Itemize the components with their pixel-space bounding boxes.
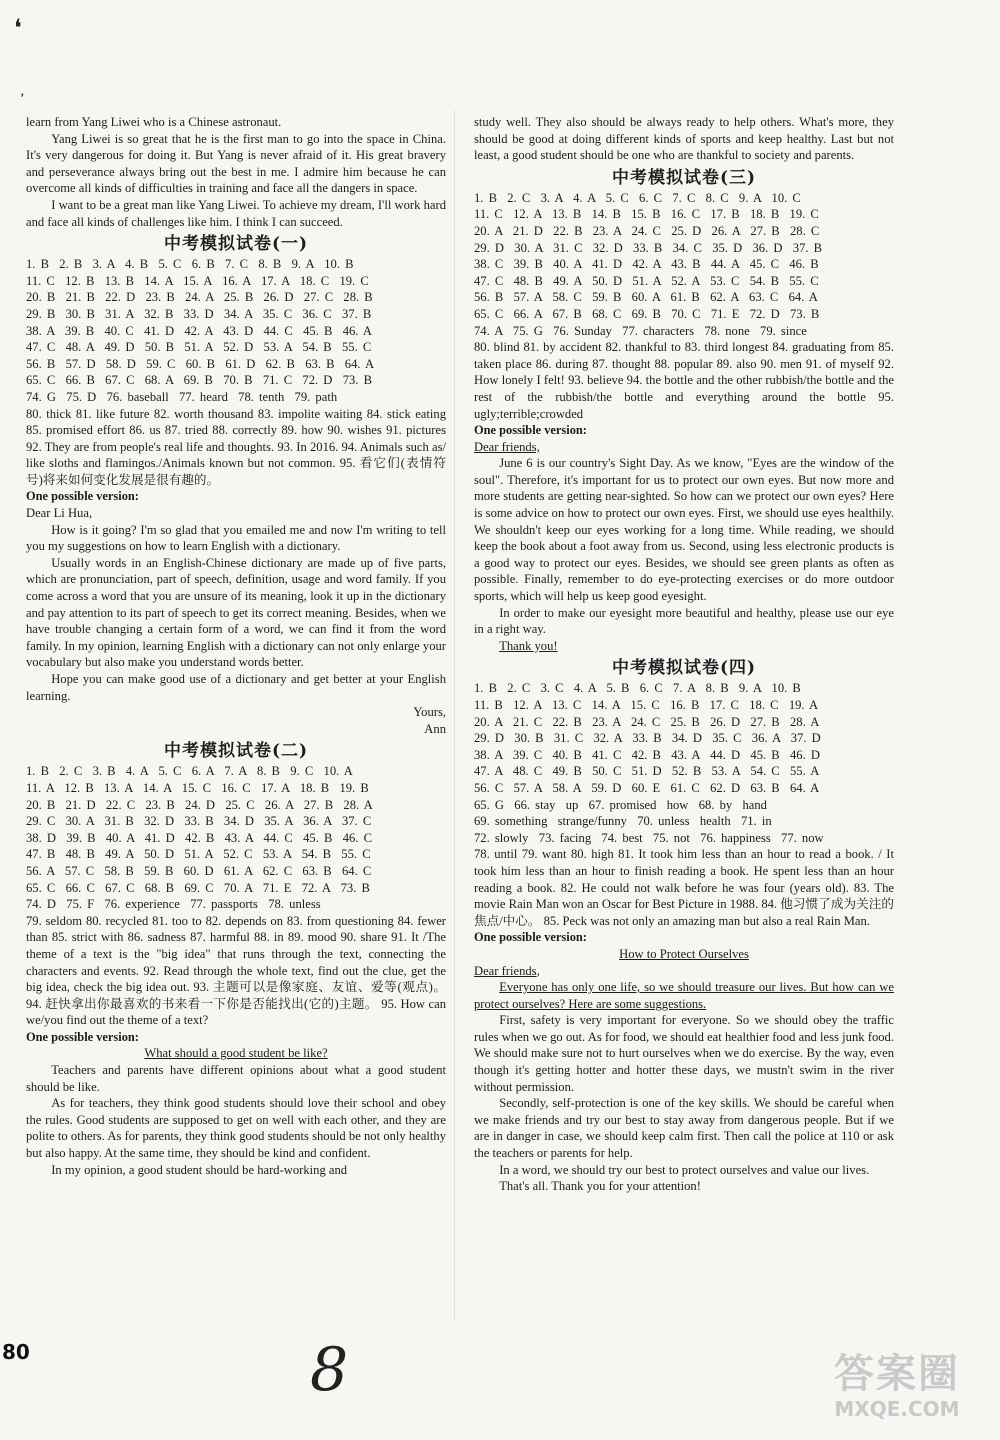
right-column <box>474 114 894 1195</box>
test1-title: 中考模拟试卷(一) <box>163 234 309 255</box>
answer-row: 20. B 21. D 22. C 23. B 24. D 25. C 26. A 27. B 28. A <box>26 797 373 812</box>
answer-row: 1. B 2. C 3. A 4. A 5. C 6. C 7. C 8. C 9. A 10. C <box>474 190 801 205</box>
test2-title: 中考模拟试卷(二) <box>163 741 309 762</box>
answer-row: 38. A 39. B 40. C 41. D 42. A 43. D 44. C 45. B 46. A <box>26 323 372 338</box>
letter-greeting: Dear Li Hua, <box>26 506 93 521</box>
version-label: One possible version: <box>474 930 587 945</box>
letter-closing: Yours, <box>413 705 446 720</box>
answer-row: 29. D 30. A 31. C 32. D 33. B 34. C 35. D 36. D 37. B <box>474 240 823 255</box>
left-column <box>26 114 446 1178</box>
answer-row: 47. A 48. C 49. B 50. C 51. D 52. B 53. A 54. C 55. A <box>474 764 820 779</box>
corner-mark: ❛ <box>14 14 22 42</box>
essay-paragraph: As for teachers, they think good students should love their school and obey the rules. Good students are supposed to get on well with each other, and they are polite to others. As for parents, they think good students should be not only healthy but also happy. At the same time, they should be kind and confident. <box>26 1096 446 1161</box>
answer-row: 56. B 57. D 58. D 59. C 60. B 61. D 62. B 63. B 64. A <box>26 356 375 371</box>
watermark-text: 答案圈 <box>834 1351 960 1397</box>
answer-row: 65. C 66. A 67. B 68. C 69. B 70. C 71. E 72. D 73. B <box>474 306 820 321</box>
answer-row: 38. D 39. B 40. A 41. D 42. B 43. A 44. C 45. B 46. C <box>26 830 372 845</box>
handwritten-number: 8 <box>310 1335 349 1405</box>
letter-paragraph: Usually words in an English-Chinese dictionary are made up of five parts, which are pronunciation, part of speech, definition, usage and word family. If you come across a word that you are unsure of its meaning, look it up in the dictionary and pay attention to its part of speech to get its correct meaning. Besides, when we have trouble changing a certain form of a word, we can find it from the word family. In my opinion, learning English with a dictionary can not only enlarge your vocabulary but also make you understand words better. <box>26 555 446 670</box>
answer-row: 11. B 12. A 13. C 14. A 15. C 16. B 17. C 18. C 19. A <box>474 698 819 712</box>
essay-title: What should a good student be like? <box>144 1046 328 1061</box>
answer-row: 29. D 30. B 31. C 32. A 33. B 34. D 35. C 36. A 37. D <box>474 731 821 746</box>
page-number: 80 <box>2 1340 30 1364</box>
letter-paragraph: In order to make our eyesight more beautiful and healthy, please use our eye in a right way. <box>474 605 894 637</box>
watermark-logo <box>812 1350 982 1434</box>
version-label: One possible version: <box>26 489 139 504</box>
speech-paragraph: Secondly, self-protection is one of the key skills. We should be careful when we make friends and try our best to stay away from dangerous people. But if we are in danger in case, we should keep calm first. Then call the police at 110 or ask the teachers or parents for help. <box>474 1096 894 1161</box>
answer-block: 80. thick 81. like future 82. worth thousand 83. impolite waiting 84. stick eating 85. promised effort 86. us 87. tried 88. correctly 89. how 90. wishes 91. pictures 92. They are from people's real life and thoughts. 93. In 2016. 94. Animals such as/ like sloths and flamingos./Animals known but not common. 95. 看它们(表情符号)将来如何变化发展是很有趣的。 <box>26 406 446 487</box>
answer-row: 29. B 30. B 31. A 32. B 33. D 34. A 35. C 36. C 37. B <box>26 306 372 321</box>
letter-paragraph: June 6 is our country's Sight Day. As we know, "Eyes are the window of the soul". Therefore, it's important for us to protect our own eyes. But now more and more students are getting near-sighted. So how can we protect our own eyes? Here is some advice on how to protect our own eyes. First, we should use eyes healthily. We shouldn't keep our eyes working for a long time. While reading, we should keep the book about a foot away from us. Second, using less electronic products is a good way to protect our eyes. Besides, we should see green plants as often as possible. Finally, remember to do eye-protecting exercises or do more outdoor sports, which will help us keep good eyesight. <box>474 456 894 604</box>
answer-row: 69. something strange/funny 70. unless health 71. in <box>474 814 772 829</box>
letter-paragraph: How is it going? I'm so glad that you emailed me and now I'm writing to tell you my suggestions on how to learn English with a dictionary. <box>26 522 446 554</box>
intro-line: learn from Yang Liwei who is a Chinese astronaut. <box>26 115 282 129</box>
answer-row: 11. C 12. B 13. B 14. A 15. A 16. A 17. A 18. C 19. C <box>26 273 369 288</box>
column-divider <box>454 110 455 1320</box>
answer-row: 74. D 75. F 76. experience 77. passports 78. unless <box>26 897 321 912</box>
carry-over-paragraph: study well. They also should be always ready to help others. What's more, they should be good at doing different kinds of sports and keep healthy. Last but not least, a good student should be one who are thankful to society and parents. <box>474 115 894 163</box>
test4-title: 中考模拟试卷(四) <box>611 658 757 679</box>
answer-row: 29. C 30. A 31. B 32. D 33. B 34. D 35. A 36. A 37. C <box>26 814 372 829</box>
answer-row: 38. C 39. B 40. A 41. D 42. A 43. B 44. A 45. C 46. B <box>474 257 819 272</box>
answer-row: 20. A 21. C 22. B 23. A 24. C 25. B 26. D 27. B 28. A <box>474 714 820 729</box>
corner-tick: ’ <box>20 92 25 108</box>
version-label: One possible version: <box>26 1029 139 1044</box>
answer-row: 56. B 57. A 58. C 59. B 60. A 61. B 62. A 63. C 64. A <box>474 290 818 305</box>
answer-row: 65. C 66. B 67. C 68. A 69. B 70. B 71. C 72. D 73. B <box>26 373 372 388</box>
answer-row: 20. A 21. D 22. B 23. A 24. C 25. D 26. A 27. B 28. C <box>474 223 820 238</box>
answer-row: 65. G 66. stay up 67. promised how 68. by hand <box>474 797 767 812</box>
essay-paragraph: In my opinion, a good student should be hard-working and <box>51 1162 348 1177</box>
speech-title: How to Protect Ourselves <box>619 946 749 961</box>
answer-row: 20. B 21. B 22. D 23. B 24. A 25. B 26. D 27. C 28. B <box>26 290 373 305</box>
speech-paragraph: In a word, we should try our best to protect ourselves and value our lives. <box>499 1162 870 1177</box>
answer-row: 47. C 48. B 49. A 50. D 51. A 52. A 53. C 54. B 55. C <box>474 273 819 288</box>
answer-row: 1. B 2. C 3. B 4. A 5. C 6. A 7. A 8. B 9. C 10. A <box>26 764 353 779</box>
intro-paragraph: I want to be a great man like Yang Liwei. To achieve my dream, I'll work hard and face all kinds of challenges like him. I think I can succeed. <box>26 197 446 229</box>
answer-row: 11. A 12. B 13. A 14. A 15. C 16. C 17. A 18. B 19. B <box>26 780 369 795</box>
intro-paragraph: Yang Liwei is so great that he is the first man to go into the space in China. It's very dangerous for doing it. But Yang is never afraid of it. His great bravery and perseverance always bring out the best in me. I admire him because he can overcome all kinds of difficulties in training and face all the dangers in space. <box>26 131 446 196</box>
speech-greeting: Dear friends, <box>474 963 540 978</box>
answer-row: 56. A 57. C 58. B 59. B 60. D 61. A 62. C 63. B 64. C <box>26 863 372 878</box>
version-label: One possible version: <box>474 423 587 438</box>
letter-signature: Ann <box>424 721 446 736</box>
letter-closing: Thank you! <box>499 638 558 653</box>
speech-paragraph: First, safety is very important for everyone. So we should obey the traffic rules when we go out. As for food, we should eat healthier food and less junk food. We should make sure not to hurt ourselves when we do exercise. By the way, even though it's getting hotter and hotter these days, we mustn't swim in the river without permission. <box>474 1013 894 1094</box>
speech-closing: That's all. Thank you for your attention! <box>499 1179 701 1194</box>
speech-paragraph: Everyone has only one life, so we should treasure our lives. But how can we protect ourselves? Here are some suggestions. <box>474 980 894 1011</box>
test3-title: 中考模拟试卷(三) <box>611 167 757 188</box>
answer-row: 11. C 12. A 13. B 14. B 15. B 16. C 17. B 18. B 19. C <box>474 207 819 222</box>
answer-row: 65. C 66. C 67. C 68. B 69. C 70. A 71. E 72. A 73. B <box>26 880 370 895</box>
watermark-url: MXQE.COM <box>834 1397 960 1421</box>
answer-row: 1. B 2. B 3. A 4. B 5. C 6. B 7. C 8. B 9. A 10. B <box>26 257 354 272</box>
answer-block: 80. blind 81. by accident 82. thankful to 83. third longest 84. graduating from 85. taken place 86. during 87. thought 88. popular 89. also 90. men 91. of myself 92. How lonely I felt! 93. believe 94. the bottle and the other rubbish/the bottle and the rest of the rubbish/the bottle and everything around the bottle 95. ugly;terrible;crowded <box>474 340 894 421</box>
answer-row: 47. C 48. A 49. D 50. B 51. A 52. D 53. A 54. B 55. C <box>26 340 372 355</box>
answer-row: 1. B 2. C 3. C 4. A 5. B 6. C 7. A 8. B 9. A 10. B <box>474 681 801 696</box>
answer-row: 56. C 57. A 58. A 59. D 60. E 61. C 62. D 63. B 64. A <box>474 780 820 795</box>
answer-block: 78. until 79. want 80. high 81. It took him less than an hour to read a book. / It took him less than an hour to finish reading a book. He spent less than an hour reading a book. 82. He could not walk before he was four (years old). 83. The movie Rain Man won an Oscar for Best Picture in 1988. 84. 他习惯了成为关注的焦点/中心。 85. Peck was not only an amazing man but also a real Rain Man. <box>474 847 894 928</box>
essay-paragraph: Teachers and parents have different opinions about what a good student should be like. <box>26 1063 446 1094</box>
answer-row: 72. slowly 73. facing 74. best 75. not 76. happiness 77. now <box>474 830 824 845</box>
letter-greeting: Dear friends, <box>474 439 540 454</box>
answer-row: 47. B 48. B 49. A 50. D 51. A 52. C 53. A 54. B 55. C <box>26 847 371 862</box>
answer-block: 79. seldom 80. recycled 81. too to 82. depends on 83. from questioning 84. fewer than 85. strict with 86. sadness 87. harmful 88. in 89. mood 90. share 91. It /The theme of a text is the "big idea" that runs through the text, connecting the characters and events. 92. Read through the whole text, find out the clue, get the big idea, check the big idea out. 93. 主题可以是像家庭、友谊、爱等(观点)。 94. 赶快拿出你最喜欢的书来看一下你是否能找出(它的)主题。 95. How can we/you find out the theme of a text? <box>26 913 446 1028</box>
answer-row: 74. G 75. D 76. baseball 77. heard 78. tenth 79. path <box>26 389 338 404</box>
letter-paragraph: Hope you can make good use of a dictionary and get better at your English learning. <box>26 672 446 703</box>
answer-row: 38. A 39. C 40. B 41. C 42. B 43. A 44. D 45. B 46. D <box>474 747 820 762</box>
answer-row: 74. A 75. G 76. Sunday 77. characters 78. none 79. since <box>474 323 807 338</box>
